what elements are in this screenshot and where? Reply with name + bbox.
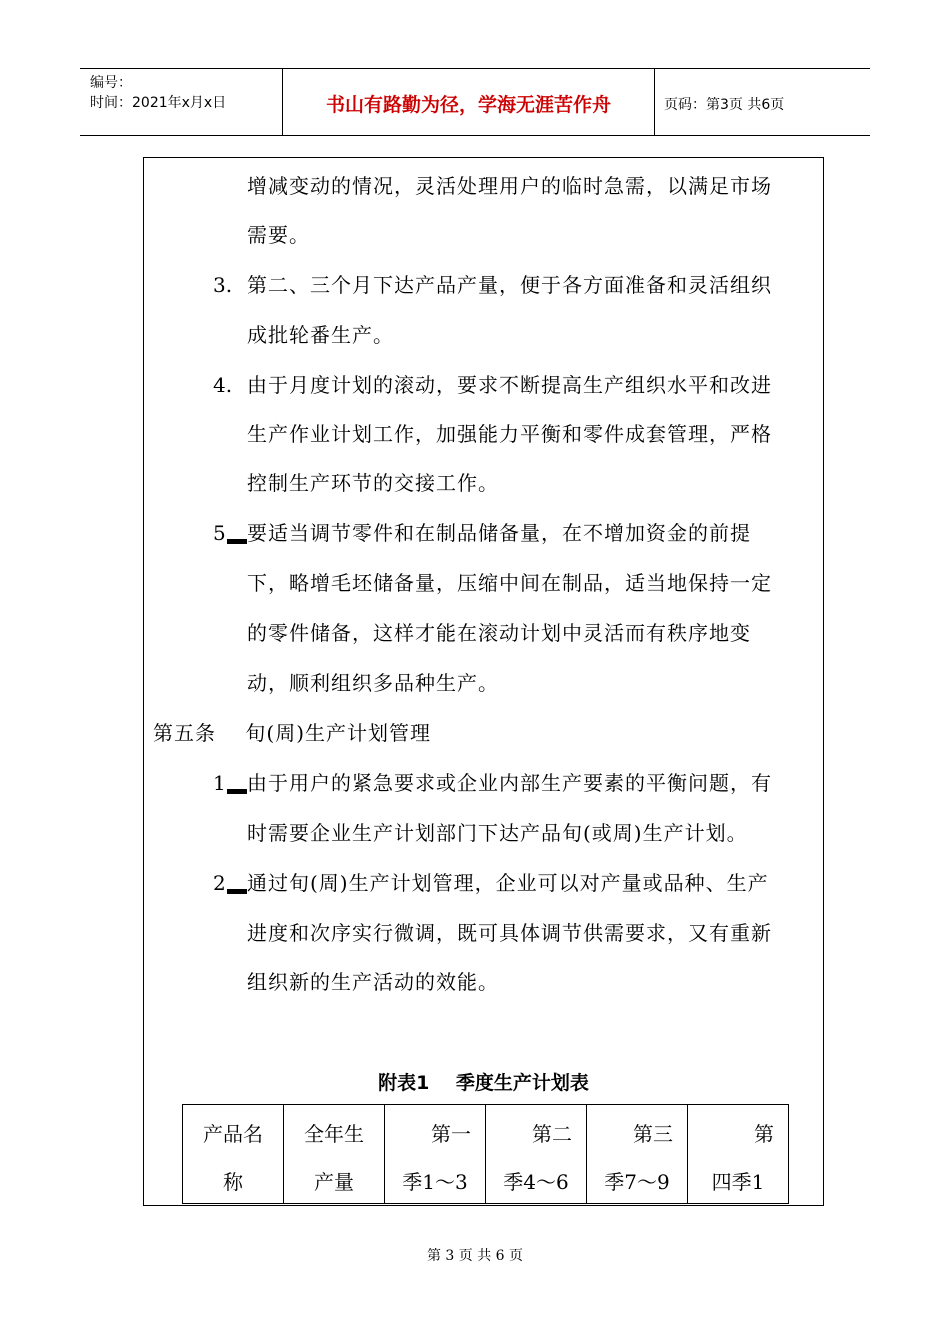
body-line: 增减变动的情况，灵活处理用户的临时急需，以满足市场 [247, 174, 772, 198]
body-line: 组织新的生产活动的效能。 [247, 970, 499, 994]
header-meta [90, 73, 226, 113]
header-motto: 书山有路勤为径，学海无涯苦作舟 [325, 94, 611, 116]
table-title: 附表1 季度生产计划表 [378, 1072, 589, 1094]
list-number [213, 518, 247, 548]
body-line: 下，略增毛坯储备量，压缩中间在制品，适当地保持一定 [247, 571, 772, 595]
list-number [213, 768, 247, 798]
table-header-cell [183, 1105, 284, 1204]
header-cell-line: 第一 [431, 1122, 471, 1146]
table-header-cell [284, 1105, 385, 1204]
header-cell-line: 全年生 [304, 1122, 364, 1146]
body-line: 由于用户的紧急要求或企业内部生产要素的平衡问题，有 [247, 771, 772, 795]
body-line: 成批轮番生产。 [247, 323, 394, 347]
body-line: 进度和次序实行微调，既可具体调节供需要求，又有重新 [247, 921, 772, 945]
page-footer: 第 3 页 共 6 页 [426, 1248, 524, 1264]
header-cell-line: 季4～6 [503, 1170, 569, 1194]
header-cell-line: 产品名 [203, 1122, 263, 1146]
header-page-code: 页码：第3页 共6页 [664, 97, 785, 113]
body-line: 控制生产环节的交接工作。 [247, 471, 499, 495]
list-number-text: 5 [213, 521, 226, 545]
table-header-cell [486, 1105, 587, 1204]
header-cell-line: 称 [223, 1170, 243, 1194]
table-header-cell [385, 1105, 486, 1204]
header-cell-line: 第 [754, 1122, 774, 1146]
body-line: 动，顺利组织多品种生产。 [247, 671, 499, 695]
header-divider [654, 68, 655, 135]
body-line: 的零件储备，这样才能在滚动计划中灵活而有秩序地变 [247, 621, 751, 645]
header-cell-line: 产量 [314, 1170, 354, 1194]
body-line: 要适当调节零件和在制品储备量，在不增加资金的前提 [247, 521, 751, 545]
plan-table [182, 1104, 789, 1204]
list-number [213, 868, 247, 898]
header-cell-line: 第三 [633, 1122, 673, 1146]
header-cell-line: 季1～3 [402, 1170, 468, 1194]
body-line: 通过旬(周)生产计划管理，企业可以对产量或品种、生产 [247, 871, 769, 895]
bullet-mark [227, 789, 247, 794]
list-number-text: 2 [213, 871, 226, 895]
header-number-label: 编号： [90, 75, 132, 91]
header-cell-line: 第二 [532, 1122, 572, 1146]
body-line: 时需要企业生产计划部门下达产品旬(或周)生产计划。 [247, 821, 748, 845]
table-header-cell [587, 1105, 688, 1204]
header-bottom-rule [80, 135, 870, 136]
header-top-rule [80, 68, 870, 69]
table-header-cell [688, 1105, 789, 1204]
body-line: 生产作业计划工作，加强能力平衡和零件成套管理，严格 [247, 422, 772, 446]
bullet-mark [227, 539, 247, 544]
header-cell-line: 季7～9 [604, 1170, 670, 1194]
body-line: 需要。 [247, 223, 310, 247]
list-number: 3. [213, 273, 233, 297]
bullet-mark [227, 889, 247, 894]
section-heading: 第五条 旬(周)生产计划管理 [153, 721, 432, 745]
list-number-text: 1 [213, 771, 226, 795]
body-line: 由于月度计划的滚动，要求不断提高生产组织水平和改进 [247, 373, 772, 397]
header-cell-line: 四季1 [711, 1170, 765, 1194]
header-time-label: 时间：2021年x月x日 [90, 95, 227, 111]
list-number: 4. [213, 373, 233, 397]
table-header-row [183, 1105, 789, 1204]
body-line: 第二、三个月下达产品产量，便于各方面准备和灵活组织 [247, 273, 772, 297]
